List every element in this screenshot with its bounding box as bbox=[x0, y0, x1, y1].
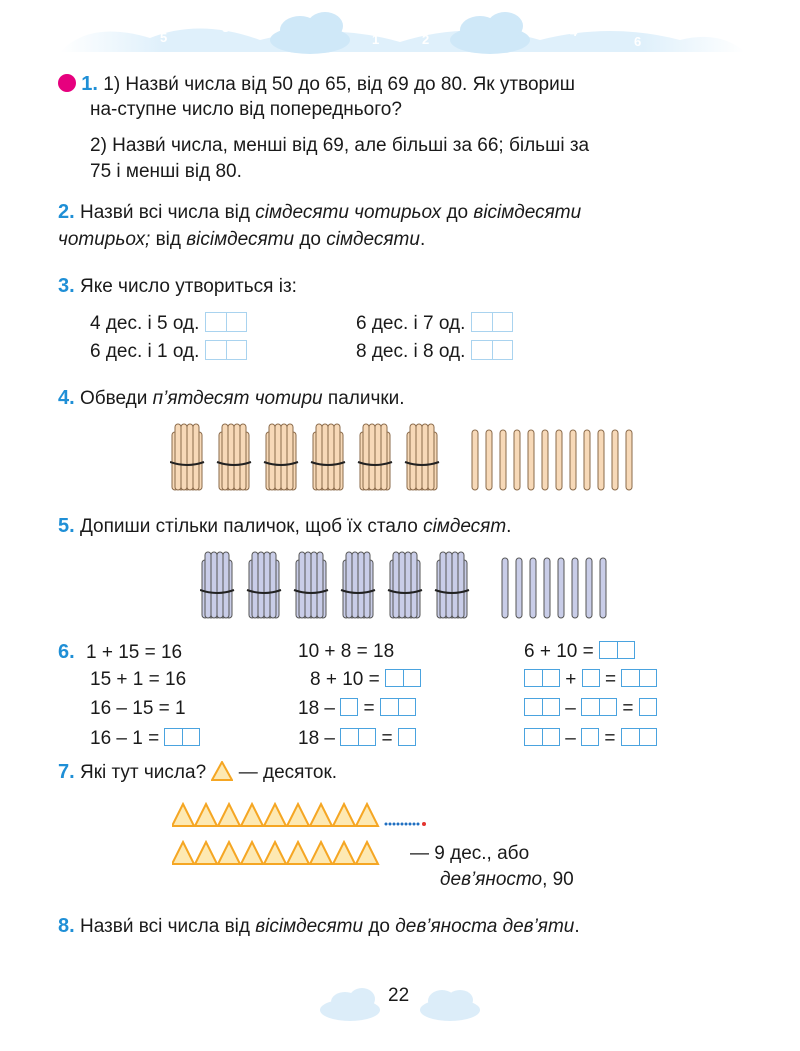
task-number: 5. bbox=[58, 515, 75, 537]
task-7-answer-cont bbox=[440, 868, 574, 892]
text-italic: дев’яноста дев’яти bbox=[395, 916, 575, 937]
answer-box[interactable] bbox=[524, 698, 560, 716]
header-digit: 4 bbox=[570, 24, 578, 39]
stick-bundle bbox=[358, 424, 392, 490]
triangle-ten bbox=[264, 804, 286, 826]
eq-text: 16 – 1 = bbox=[90, 728, 160, 749]
triangle-ten bbox=[356, 842, 378, 864]
triangle-ten bbox=[264, 842, 286, 864]
triangle-ten bbox=[195, 804, 217, 826]
single-stick bbox=[626, 430, 632, 490]
task-1-part1-cont: на-ступне число від попереднього? bbox=[90, 99, 402, 120]
answer-box[interactable] bbox=[340, 728, 376, 746]
eq-text: 6 + 10 = bbox=[524, 641, 594, 662]
text: . bbox=[419, 229, 426, 250]
unit-dot bbox=[413, 823, 416, 826]
answer-box[interactable] bbox=[164, 728, 200, 746]
stick-bundle bbox=[341, 552, 375, 618]
task-7-answer: — 9 дес., або bbox=[410, 843, 530, 864]
text: від bbox=[150, 229, 187, 250]
eq-text: 18 – bbox=[298, 698, 335, 719]
unit-dot bbox=[401, 823, 404, 826]
unit-dot bbox=[393, 823, 396, 826]
triangle-ten bbox=[195, 842, 217, 864]
text-italic: сімдесяти чотирьох bbox=[255, 202, 442, 223]
stick-bundle bbox=[388, 552, 422, 618]
item-text: 6 дес. і 7 од. bbox=[356, 313, 466, 334]
unit-dot bbox=[405, 823, 408, 826]
triangle-ten bbox=[310, 842, 332, 864]
task-number: 7. bbox=[58, 761, 75, 783]
task-2-cont bbox=[58, 228, 425, 252]
answer-box[interactable] bbox=[581, 698, 617, 716]
header-digit: 6 bbox=[634, 34, 642, 49]
eq-text: = bbox=[604, 728, 616, 749]
eq-text: = bbox=[622, 698, 634, 719]
item-text: 4 дес. і 5 од. bbox=[90, 313, 200, 334]
triangle-ten bbox=[287, 842, 309, 864]
sticks-illustration-blue bbox=[200, 548, 620, 628]
header-digit: 3 bbox=[222, 20, 230, 35]
stick-bundle bbox=[217, 424, 251, 490]
item-text: 8 дес. і 8 од. bbox=[356, 341, 466, 362]
answer-box[interactable] bbox=[621, 728, 657, 746]
single-stick bbox=[542, 430, 548, 490]
single-stick bbox=[516, 558, 522, 618]
text: Назви́ всі числа від bbox=[79, 916, 256, 937]
task-3-item bbox=[90, 340, 247, 364]
header-digit: 7 bbox=[110, 16, 118, 31]
triangle-icon bbox=[211, 761, 233, 781]
text: Обведи bbox=[79, 388, 153, 409]
task-8 bbox=[58, 914, 580, 939]
single-stick bbox=[472, 430, 478, 490]
answer-box[interactable] bbox=[621, 669, 657, 687]
triangles-row-1 bbox=[172, 802, 472, 830]
task-number: 6. bbox=[58, 641, 75, 663]
answer-box[interactable] bbox=[524, 669, 560, 687]
answer-box[interactable] bbox=[385, 669, 421, 687]
triangles-row-2 bbox=[172, 840, 402, 868]
task-5 bbox=[58, 514, 511, 539]
header-digit: 5 bbox=[160, 30, 168, 45]
text-italic: чотирьох; bbox=[58, 229, 151, 250]
equation bbox=[524, 640, 635, 664]
text-italic: сімдесят bbox=[423, 516, 507, 537]
task-number: 1. bbox=[81, 73, 98, 95]
task-number: 8. bbox=[58, 915, 75, 937]
single-stick bbox=[502, 558, 508, 618]
header-digit: 8 bbox=[690, 18, 698, 33]
text: до bbox=[363, 916, 396, 937]
task-number: 4. bbox=[58, 387, 75, 409]
eq-text: = bbox=[381, 728, 393, 749]
triangle-ten bbox=[310, 804, 332, 826]
text: , 90 bbox=[542, 869, 574, 890]
task-1 bbox=[58, 72, 575, 97]
task-3 bbox=[58, 274, 297, 299]
single-stick bbox=[544, 558, 550, 618]
task-1-part1: 1) Назви́ числа від 50 до 65, від 69 до 80. Як утвориш bbox=[103, 74, 575, 95]
stick-bundle bbox=[264, 424, 298, 490]
single-stick bbox=[500, 430, 506, 490]
triangle-ten bbox=[333, 842, 355, 864]
unit-dot bbox=[385, 823, 388, 826]
equation: 15 + 1 = 16 bbox=[90, 669, 187, 690]
header-digit: 0 bbox=[398, 12, 406, 27]
header-digit: 1 bbox=[372, 32, 380, 47]
eq-text: = bbox=[604, 669, 617, 690]
stick-bundle bbox=[294, 552, 328, 618]
header-clouds bbox=[0, 0, 800, 70]
answer-box[interactable] bbox=[524, 728, 560, 746]
header-digit: 2 bbox=[422, 32, 430, 47]
triangle-ten bbox=[241, 842, 263, 864]
task-7 bbox=[58, 760, 337, 785]
text-italic: сімдесяти bbox=[326, 229, 420, 250]
text: . bbox=[574, 916, 580, 937]
stick-bundle bbox=[247, 552, 281, 618]
unit-dot bbox=[397, 823, 400, 826]
text: Назви́ всі числа від bbox=[79, 202, 256, 223]
eq-text: + bbox=[565, 669, 577, 690]
eq-text: – bbox=[565, 728, 576, 749]
single-stick bbox=[514, 430, 520, 490]
equation bbox=[298, 727, 416, 751]
unit-dot bbox=[409, 823, 412, 826]
equation bbox=[524, 697, 657, 721]
triangle-ten bbox=[241, 804, 263, 826]
single-stick bbox=[572, 558, 578, 618]
answer-box[interactable] bbox=[340, 698, 358, 716]
eq-text: 18 – bbox=[298, 728, 335, 749]
triangle-ten bbox=[172, 842, 194, 864]
single-stick bbox=[570, 430, 576, 490]
text-italic: вісімдесяти bbox=[255, 916, 364, 937]
text: Допиши стільки паличок, щоб їх стало bbox=[79, 516, 424, 537]
task-1-part2: 2) Назви́ числа, менші від 69, але більші за 66; більші за bbox=[90, 135, 590, 156]
text-italic: п’ятдесят чотири bbox=[152, 388, 323, 409]
single-stick bbox=[598, 430, 604, 490]
text-italic: вісімдесяти bbox=[473, 202, 582, 223]
text: — десяток. bbox=[238, 762, 338, 783]
unit-dot-red bbox=[422, 822, 426, 826]
answer-box[interactable] bbox=[471, 340, 513, 360]
equation bbox=[524, 727, 657, 751]
task-marker-dot bbox=[58, 74, 76, 92]
text: до bbox=[441, 202, 474, 223]
task-number: 2. bbox=[58, 201, 75, 223]
triangle-ten bbox=[172, 804, 194, 826]
equation: 16 – 15 = 1 bbox=[90, 698, 186, 719]
triangle-ten bbox=[333, 804, 355, 826]
single-stick bbox=[486, 430, 492, 490]
text-italic: вісімдесяти bbox=[186, 229, 295, 250]
eq-text: – bbox=[565, 698, 576, 719]
task-3-item bbox=[90, 312, 247, 336]
single-stick bbox=[600, 558, 606, 618]
triangle-ten bbox=[287, 804, 309, 826]
single-stick bbox=[586, 558, 592, 618]
text: палички. bbox=[322, 388, 405, 409]
answer-box[interactable] bbox=[582, 669, 600, 687]
stick-bundle bbox=[170, 424, 204, 490]
stick-bundle bbox=[311, 424, 345, 490]
eq-text: = bbox=[363, 698, 375, 719]
equation bbox=[298, 697, 416, 721]
task-3-item bbox=[356, 340, 513, 364]
page-number: 22 bbox=[388, 985, 410, 1006]
equation bbox=[524, 668, 657, 692]
equation bbox=[310, 668, 421, 692]
equation: 1 + 15 = 16 bbox=[85, 642, 183, 663]
answer-box[interactable] bbox=[380, 698, 416, 716]
single-stick bbox=[612, 430, 618, 490]
single-stick bbox=[528, 430, 534, 490]
answer-box[interactable] bbox=[581, 728, 599, 746]
unit-dot bbox=[417, 823, 420, 826]
sticks-illustration-tan bbox=[170, 420, 650, 500]
task-3-text: Яке число утвориться із: bbox=[79, 276, 297, 297]
triangle-ten bbox=[356, 804, 378, 826]
answer-box[interactable] bbox=[599, 641, 635, 659]
text: Які тут числа? bbox=[79, 762, 207, 783]
task-2 bbox=[58, 200, 581, 225]
answer-box[interactable] bbox=[398, 728, 416, 746]
text: . bbox=[506, 516, 512, 537]
single-stick bbox=[530, 558, 536, 618]
task-number: 3. bbox=[58, 275, 75, 297]
single-stick bbox=[556, 430, 562, 490]
answer-box[interactable] bbox=[471, 312, 513, 332]
text-italic: дев’яносто bbox=[440, 869, 543, 890]
answer-box[interactable] bbox=[205, 340, 247, 360]
single-stick bbox=[558, 558, 564, 618]
triangle-ten bbox=[218, 842, 240, 864]
task-6-row bbox=[58, 640, 182, 665]
text: до bbox=[294, 229, 327, 250]
task-4 bbox=[58, 386, 405, 411]
stick-bundle bbox=[435, 552, 469, 618]
equation: 10 + 8 = 18 bbox=[298, 641, 395, 662]
single-stick bbox=[584, 430, 590, 490]
eq-text: 8 + 10 = bbox=[310, 669, 380, 690]
task-3-item bbox=[356, 312, 513, 336]
answer-box[interactable] bbox=[639, 698, 657, 716]
item-text: 6 дес. і 1 од. bbox=[90, 341, 200, 362]
stick-bundle bbox=[200, 552, 234, 618]
answer-box[interactable] bbox=[205, 312, 247, 332]
equation bbox=[90, 727, 200, 751]
unit-dot bbox=[389, 823, 392, 826]
triangle-ten bbox=[218, 804, 240, 826]
task-1-part2-cont: 75 і менші від 80. bbox=[90, 161, 242, 182]
stick-bundle bbox=[405, 424, 439, 490]
